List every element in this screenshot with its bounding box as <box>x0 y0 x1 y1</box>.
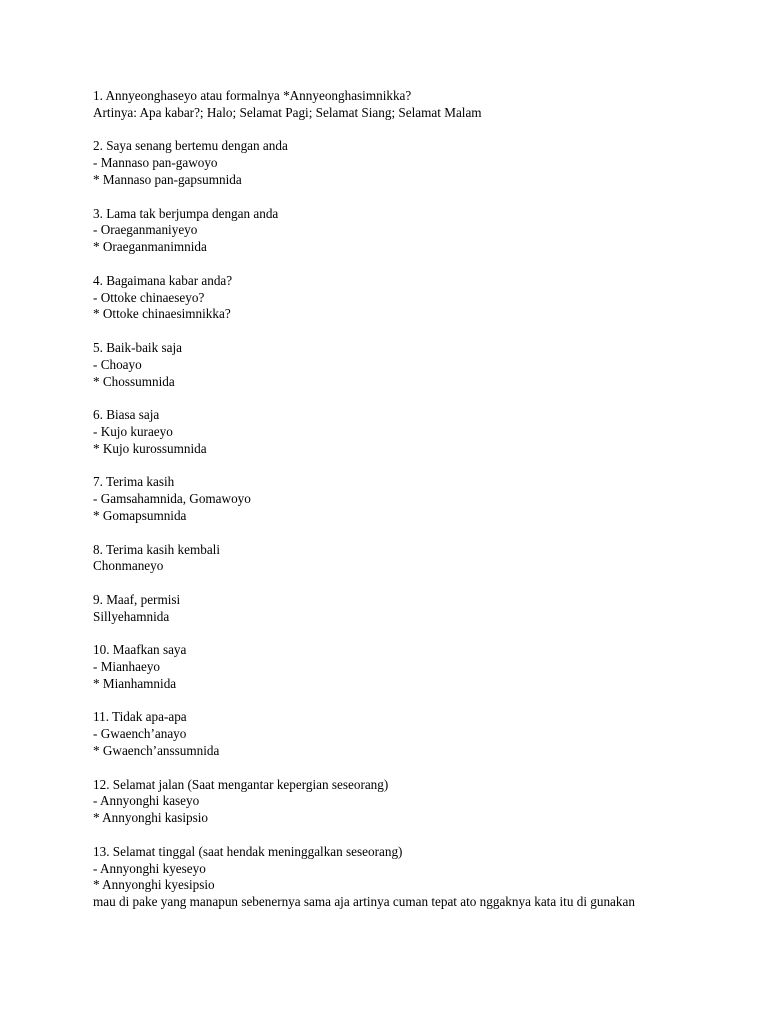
phrase-entry-6 <box>93 407 693 457</box>
entry-7-formal: * Gomapsumnida <box>93 507 187 523</box>
entry-7-informal: - Gamsahamnida, Gomawoyo <box>93 491 251 507</box>
entry-10-formal: * Mianhamnida <box>93 675 177 691</box>
entry-12-informal: - Annyonghi kaseyo <box>93 793 200 809</box>
phrase-entry-9 <box>93 592 693 626</box>
entry-6-heading: 6. Biasa saja <box>93 407 160 423</box>
entry-1-meaning: Artinya: Apa kabar?; Halo; Selamat Pagi; Selamat Siang; Selamat Malam <box>93 104 482 120</box>
entry-11-heading: 11. Tidak apa-apa <box>93 709 187 725</box>
entry-13-formal: * Annyonghi kyesipsio <box>93 877 215 893</box>
phrase-entry-3 <box>93 206 693 256</box>
entry-13-usage-note: mau di pake yang manapun sebenernya sama aja artinya cuman tepat ato nggaknya kata itu di gunakan <box>93 894 635 910</box>
entry-10-heading: 10. Maafkan saya <box>93 642 187 658</box>
document-body <box>93 88 693 928</box>
entry-2-formal: * Mannaso pan-gapsumnida <box>93 171 242 187</box>
phrase-entry-7 <box>93 474 693 524</box>
entry-11-formal: * Gwaench’anssumnida <box>93 743 220 759</box>
entry-5-formal: * Chossumnida <box>93 373 175 389</box>
entry-12-heading: 12. Selamat jalan (Saat mengantar kepergian seseorang) <box>93 776 389 792</box>
phrase-entry-13 <box>93 844 693 911</box>
entry-8-translation: Chonmaneyo <box>93 558 164 574</box>
entry-3-informal: - Oraeganmaniyeyo <box>93 222 198 238</box>
phrase-entry-2 <box>93 138 693 188</box>
entry-3-formal: * Oraeganmanimnida <box>93 239 207 255</box>
entry-4-informal: - Ottoke chinaeseyo? <box>93 289 205 305</box>
entry-11-informal: - Gwaench’anayo <box>93 726 187 742</box>
entry-13-heading: 13. Selamat tinggal (saat hendak meninggalkan seseorang) <box>93 843 403 859</box>
entry-10-informal: - Mianhaeyo <box>93 659 161 675</box>
phrase-entry-1 <box>93 88 693 122</box>
entry-3-heading: 3. Lama tak berjumpa dengan anda <box>93 205 279 221</box>
entry-6-informal: - Kujo kuraeyo <box>93 423 173 439</box>
entry-2-heading: 2. Saya senang bertemu dengan anda <box>93 138 288 154</box>
entry-6-formal: * Kujo kurossumnida <box>93 440 207 456</box>
entry-13-informal: - Annyonghi kyeseyo <box>93 860 206 876</box>
phrase-entry-12 <box>93 777 693 827</box>
phrase-entry-4 <box>93 273 693 323</box>
entry-4-heading: 4. Bagaimana kabar anda? <box>93 272 233 288</box>
phrase-entry-10 <box>93 642 693 692</box>
entry-8-heading: 8. Terima kasih kembali <box>93 541 221 557</box>
entry-5-informal: - Choayo <box>93 356 142 372</box>
entry-2-informal: - Mannaso pan-gawoyo <box>93 155 218 171</box>
entry-9-translation: Sillyehamnida <box>93 608 170 624</box>
phrase-entry-11 <box>93 709 693 759</box>
entry-9-heading: 9. Maaf, permisi <box>93 591 181 607</box>
entry-1-heading: 1. Annyeonghaseyo atau formalnya *Annyeonghasimnikka? <box>93 88 412 103</box>
entry-4-formal: * Ottoke chinaesimnikka? <box>93 306 231 322</box>
entry-7-heading: 7. Terima kasih <box>93 474 175 490</box>
phrase-entry-8 <box>93 542 693 576</box>
entry-5-heading: 5. Baik-baik saja <box>93 339 182 355</box>
entry-12-formal: * Annyonghi kasipsio <box>93 810 209 826</box>
phrase-entry-5 <box>93 340 693 390</box>
